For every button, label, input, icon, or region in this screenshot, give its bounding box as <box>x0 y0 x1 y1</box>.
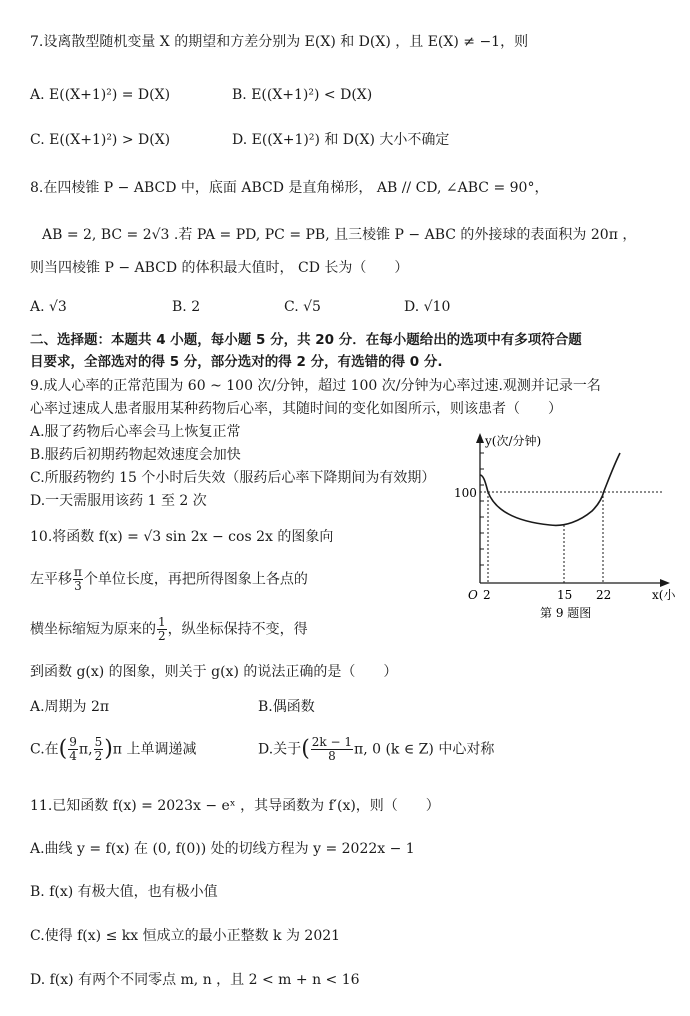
x-axis-arrow <box>660 579 670 587</box>
q11-option-d: D. f(x) 有两个不同零点 m, n ，且 2 < m + n < 16 <box>30 972 360 988</box>
q8-line2: AB = 2, BC = 2√3 .若 PA = PD, PC = PB, 且三棱锥 P − ABC 的外接球的表面积为 20π ， <box>42 227 637 243</box>
q10-line2 <box>30 566 308 593</box>
q9-option-d: D.一天需服用该药 1 至 2 次 <box>30 493 207 509</box>
q10-line4: 到函数 g(x) 的图象，则关于 g(x) 的说法正确的是（ ） <box>30 664 398 680</box>
q8-option-c: C. √5 <box>284 299 321 315</box>
q10-line3 <box>30 616 308 643</box>
q8-option-a: A. √3 <box>30 299 67 315</box>
q11-option-c: C.使得 f(x) ≤ kx 恒成立的最小正整数 k 为 2021 <box>30 928 341 944</box>
q7-option-a: A. E((X+1)²) = D(X) <box>30 87 171 103</box>
q7-option-d: D. E((X+1)²) 和 D(X) 大小不确定 <box>232 132 450 148</box>
heart-rate-curve <box>480 453 620 525</box>
q9-option-c: C.所服药物约 15 个小时后失效（服药后心率下降期间为有效期） <box>30 470 436 486</box>
q10-line3-pre: 横坐标缩短为原来的 <box>30 621 156 638</box>
x-tick-15: 15 <box>557 588 573 602</box>
q8-option-d: D. √10 <box>404 299 451 315</box>
q10-line2-post: 个单位长度，再把所得图象上各点的 <box>83 571 308 588</box>
q9-line2: 心率过速成人患者服用某种药物后心率，其随时间的变化如图所示，则该患者（ ） <box>30 401 562 417</box>
q9-line1: 9.成人心率的正常范围为 60 ~ 100 次/分钟，超过 100 次/分钟为心率过速.观测并记录一名 <box>30 378 601 394</box>
q10-option-c: C.在( $\frac{9}{4}$ π, $\frac{5}{2}$ )π 上单调递减 <box>30 735 197 763</box>
q8-line3: 则当四棱锥 P − ABCD 的体积最大值时， CD 长为（ ） <box>30 260 409 276</box>
origin-label: O <box>468 588 478 602</box>
q7-stem: 7.设离散型随机变量 X 的期望和方差分别为 E(X) 和 D(X) ，且 E(X) ≠ −1，则 <box>30 34 529 50</box>
section2-line2: 目要求，全部选对的得 5 分，部分选对的得 2 分，有选错的得 0 分. <box>30 354 443 370</box>
q7-option-b: B. E((X+1)²) < D(X) <box>232 87 373 103</box>
q10-option-b: B.偶函数 <box>258 699 315 715</box>
q10-line2-pre: 左平移 <box>30 571 72 588</box>
q11-option-b: B. f(x) 有极大值，也有极小值 <box>30 884 218 900</box>
q8-line1: 8.在四棱锥 P − ABCD 中，底面 ABCD 是直角梯形， AB // CD, ∠ABC = 90°， <box>30 180 549 196</box>
y-axis-label: y(次/分钟) <box>485 434 542 448</box>
figure-caption: 第 9 题图 <box>540 606 592 620</box>
x-axis-label: x(小 <box>652 588 676 602</box>
q7-option-c: C. E((X+1)²) > D(X) <box>30 132 171 148</box>
shift-fraction: $\frac{\pi}{3}$ <box>74 565 82 593</box>
y-100-label: 100 <box>454 486 477 500</box>
q9-option-a: A.服了药物后心率会马上恢复正常 <box>30 424 241 440</box>
q8-option-b: B. 2 <box>172 299 201 315</box>
scale-fraction: $\frac{1}{2}$ <box>158 615 166 643</box>
q10-option-a: A.周期为 2π <box>30 699 110 715</box>
q11-option-a: A.曲线 y = f(x) 在 (0, f(0)) 处的切线方程为 y = 2022x − 1 <box>30 841 415 857</box>
q9-figure <box>440 425 685 620</box>
x-tick-22: 22 <box>596 588 612 602</box>
q10-line3-post: ，纵坐标保持不变，得 <box>167 621 308 638</box>
q9-option-b: B.服药后初期药物起效速度会加快 <box>30 447 241 463</box>
section2-line1: 二、选择题：本题共 4 小题，每小题 5 分，共 20 分．在每小题给出的选项中有多项符合题 <box>30 332 582 348</box>
x-tick-2: 2 <box>483 588 491 602</box>
q10-line1: 10.将函数 f(x) = √3 sin 2x − cos 2x 的图象向 <box>30 529 334 545</box>
q11-stem: 11.已知函数 f(x) = 2023x − eˣ ，其导函数为 f′(x)，则（ ） <box>30 798 440 814</box>
y-axis-arrow <box>476 433 484 443</box>
q10-option-d: D.关于( $\frac{2k - 1}{8}$ π, 0 (k ∈ Z) 中心对称 <box>258 735 495 763</box>
